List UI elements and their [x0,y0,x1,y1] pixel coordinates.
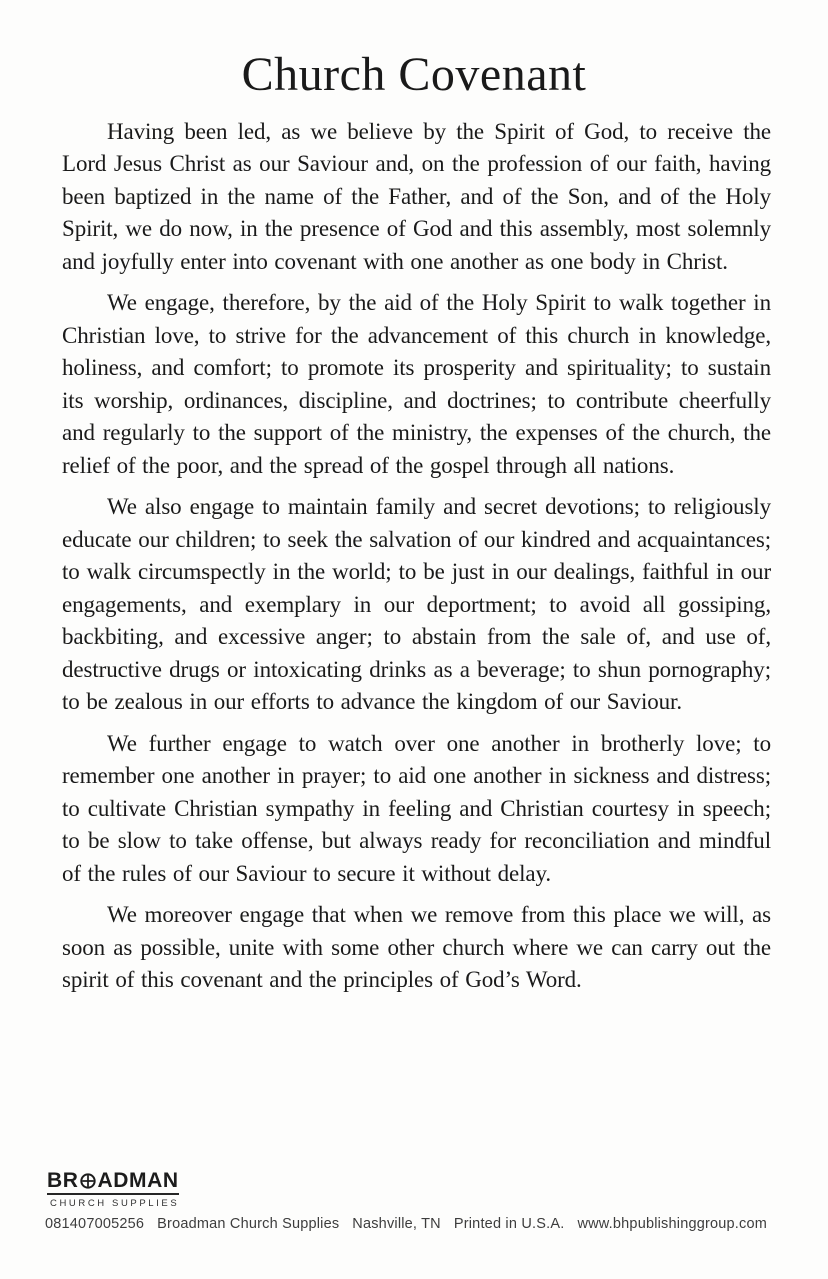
covenant-paragraph-5: We moreover engage that when we remove from this place we will, as soon as possible, unite with some other church where we can carry out the spirit of this covenant and the principles of God’s Word. [62,902,771,993]
covenant-paragraph-2: We engage, therefore, by the aid of the Holy Spirit to walk together in Christian love, to strive for the advancement of this church in knowledge, holiness, and comfort; to promote its prosperity and spirituality; to sustain its worship, ordinances, discipline, and doctrines; to contribute cheerfully and regularly to the support of the ministry, the expenses of the church, the relief of the poor, and the spread of the gospel through all nations. [62,290,771,478]
imprint-line [45,1216,767,1232]
cross-in-circle-icon [80,1173,96,1189]
covenant-paragraph-3: We also engage to maintain family and secret devotions; to religiously educate our children; to seek the salvation of our kindred and acquaintances; to walk circumspectly in the world; to be just in our dealings, faithful in our engagements, and exemplary in our deportment; to avoid all gossiping, backbiting, and excessive anger; to abstain from the sale of, and use of, destructive drugs or intoxicating drinks as a beverage; to shun pornography; to be zealous in our efforts to advance the kingdom of our Saviour. [62,494,771,715]
logo-wordmark [47,1170,179,1195]
publisher-name: Broadman Church Supplies [157,1216,340,1232]
page-title: Church Covenant [241,48,587,101]
covenant-text [62,116,771,997]
covenant-paragraph-1: Having been led, as we believe by the Spirit of God, to receive the Lord Jesus Christ as our Saviour and, on the profession of our faith, having been baptized in the name of the Father, and of the Son, and of the Holy Spirit, we do now, in the presence of God and this assembly, most solemnly and joyfully enter into covenant with one another as one body in Christ. [62,118,771,274]
broadman-logo [47,1170,179,1209]
logo-text-left: BR [47,1169,79,1192]
product-number: 081407005256 [45,1216,145,1232]
logo-subtitle: CHURCH SUPPLIES [50,1198,180,1209]
logo-text-right: ADMAN [97,1169,179,1192]
publisher-location: Nashville, TN [352,1216,441,1232]
website-text: www.bhpublishinggroup.com [577,1216,768,1232]
covenant-paragraph-4: We further engage to watch over one another in brotherly love; to remember one another in prayer; to aid one another in sickness and distress; to cultivate Christian sympathy in feeling and Christian courtesy in speech; to be slow to take offense, but always ready for reconciliation and mindful of the rules of our Saviour to secure it without delay. [62,730,771,886]
printed-in-label: Printed in U.S.A. [453,1216,565,1232]
